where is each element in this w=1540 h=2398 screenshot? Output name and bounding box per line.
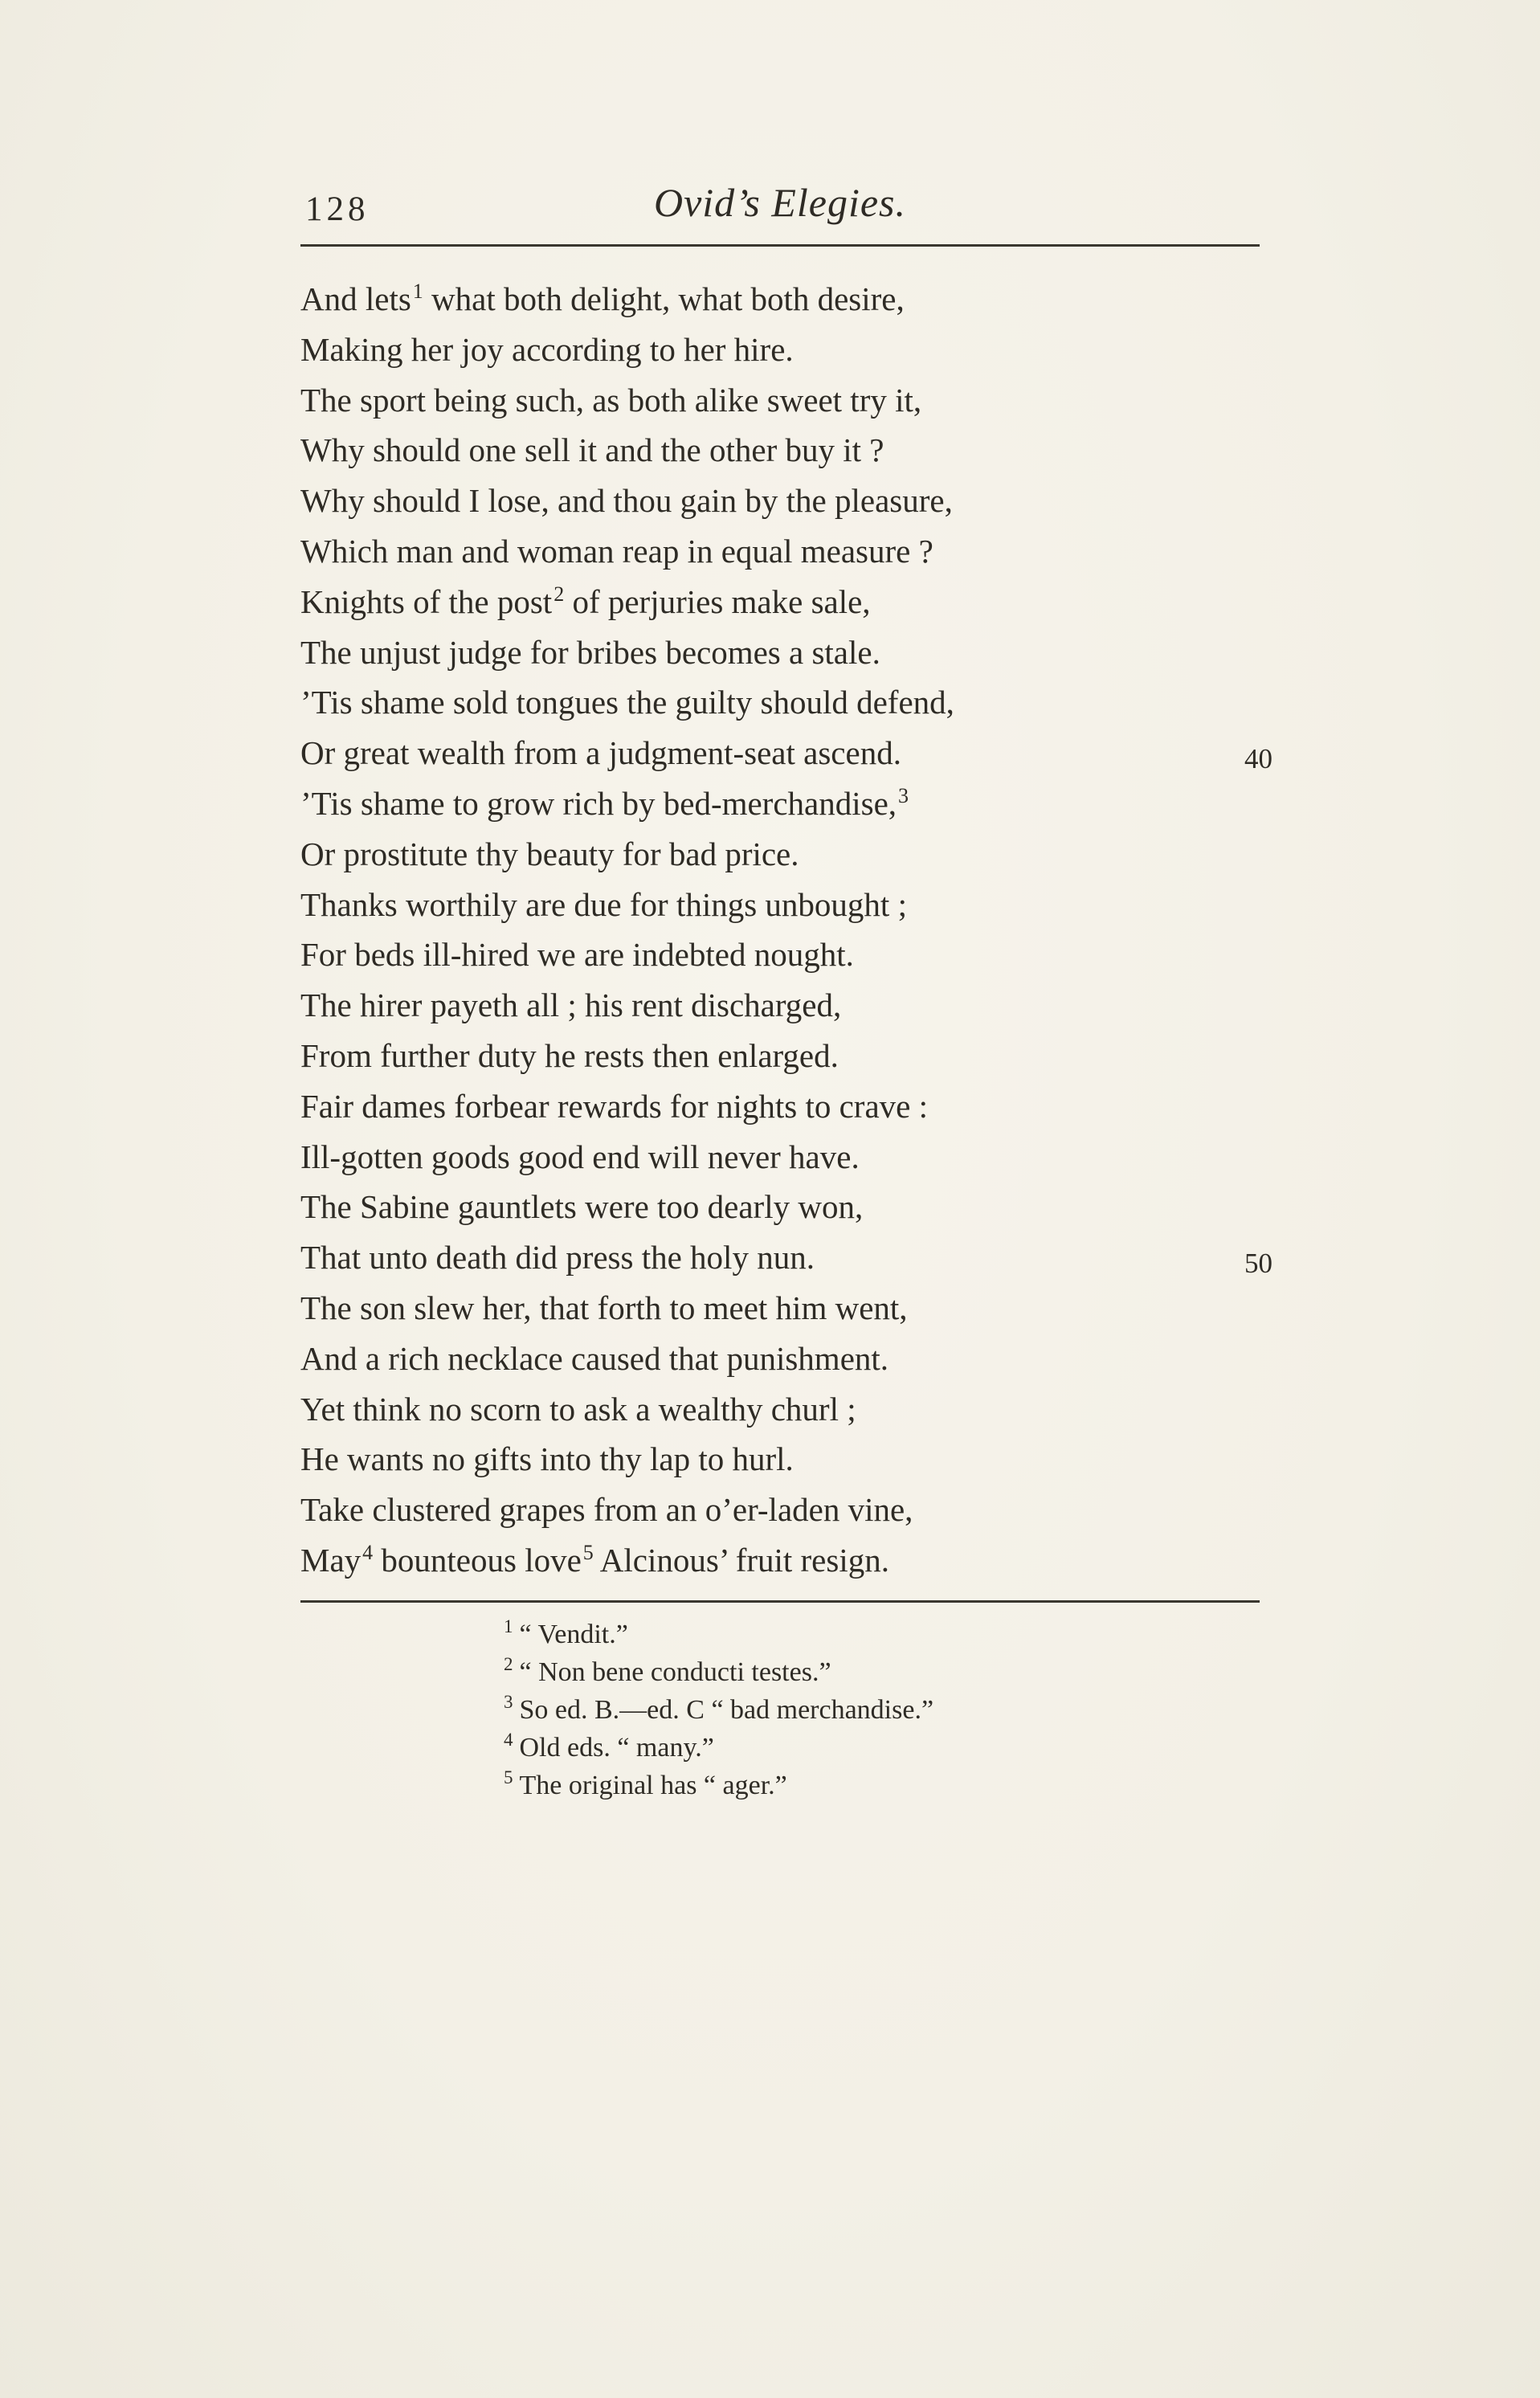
footnote <box>504 1691 1260 1729</box>
poem-line-text: The sport being such, as both alike sweet try it, <box>300 381 922 419</box>
footnote-ref-superscript: 3 <box>898 784 909 808</box>
footnote-text: Old eds. “ many.” <box>519 1732 714 1763</box>
poem-line-text: The son slew her, that forth to meet him went, <box>300 1289 908 1326</box>
poem-line-text: Take clustered grapes from an o’er-laden vine, <box>300 1491 913 1529</box>
poem-line <box>300 375 1260 426</box>
verse-line-number: 40 <box>1244 743 1272 775</box>
poem-line-text: Why should one sell it and the other buy it ? <box>300 431 884 469</box>
footnote-number: 1 <box>504 1616 513 1637</box>
footnote-separator-rule <box>300 1600 1260 1603</box>
poem-line-text: The unjust judge for bribes becomes a stale. <box>300 633 880 671</box>
verse-line-number: 50 <box>1244 1248 1272 1280</box>
poem-line <box>300 274 1260 325</box>
poem-line <box>300 829 1260 880</box>
poem-line <box>300 1132 1260 1183</box>
footnote-ref-superscript: 5 <box>582 1541 594 1565</box>
poem-line <box>300 778 1260 829</box>
poem-line <box>300 728 1272 778</box>
footnote <box>504 1653 1260 1691</box>
footnote-number: 2 <box>504 1654 513 1675</box>
footnote-number: 4 <box>504 1730 513 1750</box>
page-header <box>300 178 1260 247</box>
poem-line-text: For beds ill-hired we are indebted nought. <box>300 936 854 974</box>
poem-line-text: Ill-gotten goods good end will never have. <box>300 1138 860 1175</box>
footnote <box>504 1767 1260 1804</box>
poem-line <box>300 627 1260 678</box>
page-title: Ovid’s Elegies. <box>653 180 907 225</box>
poem-line <box>300 476 1260 526</box>
poem-line-text: Which man and woman reap in equal measure ? <box>300 532 933 570</box>
poem-line-text: And lets$^1$ what both delight, what both desire, <box>300 280 905 317</box>
poem-line <box>300 425 1260 476</box>
poem <box>300 274 1272 1586</box>
poem-line <box>300 325 1260 375</box>
poem-line-text: He wants no gifts into thy lap to hurl. <box>300 1440 794 1478</box>
poem-line-text: Or prostitute thy beauty for bad price. <box>300 835 799 872</box>
footnote-number: 5 <box>504 1767 513 1788</box>
poem-line-text: Knights of the post$^2$ of perjuries make sale, <box>300 582 871 620</box>
poem-line-text: Yet think no scorn to ask a wealthy churl ; <box>300 1390 856 1428</box>
poem-line <box>300 1031 1260 1081</box>
poem-line <box>300 1232 1272 1283</box>
poem-line <box>300 880 1260 930</box>
footnotes <box>504 1616 1260 1804</box>
footnote-text: So ed. B.—ed. C “ bad merchandise.” <box>519 1694 934 1725</box>
poem-line <box>300 980 1260 1031</box>
poem-line-text: Or great wealth from a judgment-seat ascend. <box>300 734 901 772</box>
poem-line <box>300 1081 1260 1132</box>
page-number: 128 <box>305 190 370 228</box>
footnote <box>504 1616 1260 1653</box>
footnote-text: “ Vendit.” <box>519 1619 628 1649</box>
poem-line-text: May$^4$ bounteous love$^5$ Alcinous’ fruit resign. <box>300 1541 889 1579</box>
poem-line-text: And a rich necklace caused that punishment. <box>300 1339 889 1377</box>
poem-line <box>300 1434 1260 1485</box>
footnote-ref-superscript: 1 <box>412 280 423 304</box>
poem-line-text: Fair dames forbear rewards for nights to crave : <box>300 1087 928 1125</box>
poem-line <box>300 577 1260 627</box>
poem-line-text: ’Tis shame sold tongues the guilty should defend, <box>300 684 954 721</box>
poem-line <box>300 526 1260 577</box>
poem-line <box>300 677 1260 728</box>
poem-line-text: Thanks worthily are due for things unbought ; <box>300 885 907 923</box>
book-page <box>300 178 1272 1804</box>
poem-line-text: The Sabine gauntlets were too dearly won, <box>300 1188 864 1226</box>
poem-line <box>300 929 1260 980</box>
footnote-text: “ Non bene conducti testes.” <box>519 1657 831 1687</box>
footnote-ref-superscript: 4 <box>362 1541 374 1565</box>
poem-line <box>300 1384 1260 1435</box>
poem-line <box>300 1334 1260 1384</box>
poem-line-text: Making her joy according to her hire. <box>300 330 794 368</box>
poem-line <box>300 1535 1260 1586</box>
poem-line <box>300 1485 1260 1535</box>
footnote <box>504 1729 1260 1767</box>
poem-line-text: ’Tis shame to grow rich by bed-merchandise,$^3$ <box>300 784 909 822</box>
poem-line-text: That unto death did press the holy nun. <box>300 1239 815 1277</box>
footnote-text: The original has “ ager.” <box>519 1770 787 1800</box>
footnote-ref-superscript: 2 <box>554 582 565 607</box>
footnote-number: 3 <box>504 1692 513 1713</box>
poem-line-text: Why should I lose, and thou gain by the pleasure, <box>300 482 953 520</box>
poem-line-text: From further duty he rests then enlarged. <box>300 1036 839 1074</box>
poem-line <box>300 1182 1260 1232</box>
poem-line-text: The hirer payeth all ; his rent discharged, <box>300 987 842 1024</box>
poem-line <box>300 1283 1260 1334</box>
